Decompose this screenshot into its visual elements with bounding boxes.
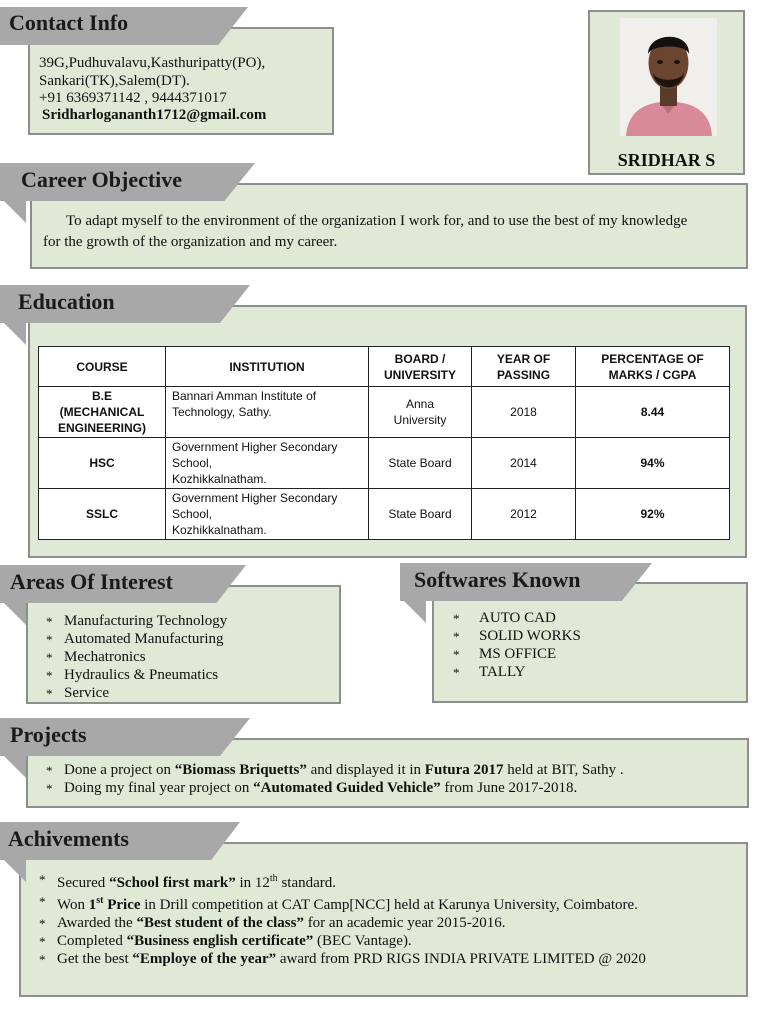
list-item: * Automated Manufacturing [44, 630, 227, 648]
interests-title: Areas Of Interest [10, 569, 173, 594]
cell-course: HSC [39, 438, 166, 489]
list-item: * Doing my final year project on “Automated Guided Vehicle” from June 2017-2018. [44, 779, 624, 797]
list-item: * Get the best “Employe of the year” award from PRD RIGS INDIA PRIVATE LIMITED @ 2020 [37, 950, 646, 968]
achievements-title: Achivements [8, 826, 129, 851]
cell-institution: Government Higher Secondary School, Kozhikkalnatham. [166, 489, 369, 540]
cell-institution: Bannari Amman Institute of Technology, Sathy. [166, 387, 369, 438]
contact-title: Contact Info [9, 10, 129, 35]
list-item: * Won 1st Price in Drill competition at CAT Camp[NCC] held at Karunya University, Coimbatore. [37, 892, 646, 914]
achievements-list [37, 870, 646, 968]
header-course: COURSE [39, 347, 166, 387]
cell-board: Anna University [369, 387, 472, 438]
interests-list [44, 612, 227, 702]
cell-year: 2018 [472, 387, 576, 438]
profile-name: SRIDHAR S [617, 150, 716, 170]
projects-title: Projects [10, 722, 87, 747]
list-item: * Done a project on “Biomass Briquetts” and displayed it in Futura 2017 held at BIT, Sathy . [44, 761, 624, 779]
cell-course: B.E (MECHANICAL ENGINEERING) [39, 387, 166, 438]
contact-address-1: 39G,Pudhuvalavu,Kasthuripatty(PO), [39, 55, 266, 71]
table-row [39, 387, 730, 438]
education-table [38, 346, 730, 540]
list-item: * SOLID WORKS [451, 627, 581, 645]
table-header-row [39, 347, 730, 387]
list-item: * AUTO CAD [451, 609, 581, 627]
profile-card [588, 10, 745, 175]
table-row [39, 438, 730, 489]
objective-line-2: for the growth of the organization and my career. [43, 234, 338, 250]
list-item: * Completed “Business english certificate” (BEC Vantage). [37, 932, 646, 950]
cell-marks: 8.44 [576, 387, 730, 438]
cell-board: State Board [369, 438, 472, 489]
objective-line-1: To adapt myself to the environment of the organization I work for, and to use the best of my knowledge [66, 213, 688, 229]
header-institution: INSTITUTION [166, 347, 369, 387]
education-title: Education [18, 289, 115, 314]
software-title: Softwares Known [414, 567, 581, 592]
profile-photo [620, 18, 717, 136]
cell-year: 2012 [472, 489, 576, 540]
cell-marks: 92% [576, 489, 730, 540]
person-photo-icon [620, 18, 717, 136]
header-year: YEAR OF PASSING [472, 347, 576, 387]
contact-address-2: Sankari(TK),Salem(DT). [39, 73, 190, 89]
cell-board: State Board [369, 489, 472, 540]
list-item: * MS OFFICE [451, 645, 581, 663]
list-item: * Service [44, 684, 227, 702]
objective-title: Career Objective [21, 167, 183, 192]
list-item: * Mechatronics [44, 648, 227, 666]
contact-phone: +91 6369371142 , 9444371017 [39, 90, 227, 106]
cell-course: SSLC [39, 489, 166, 540]
list-item: * Secured “School first mark” in 12th standard. [37, 870, 646, 892]
software-list [451, 609, 581, 681]
list-item: * Hydraulics & Pneumatics [44, 666, 227, 684]
cell-year: 2014 [472, 438, 576, 489]
table-row [39, 489, 730, 540]
header-board: BOARD / UNIVERSITY [369, 347, 472, 387]
list-item: * Awarded the “Best student of the class” for an academic year 2015-2016. [37, 914, 646, 932]
list-item: * TALLY [451, 663, 581, 681]
header-marks: PERCENTAGE OF MARKS / CGPA [576, 347, 730, 387]
cell-institution: Government Higher Secondary School, Kozhikkalnatham. [166, 438, 369, 489]
contact-email: Sridharlogananth1712@gmail.com [42, 107, 267, 123]
cell-marks: 94% [576, 438, 730, 489]
list-item: * Manufacturing Technology [44, 612, 227, 630]
projects-list [44, 761, 624, 797]
